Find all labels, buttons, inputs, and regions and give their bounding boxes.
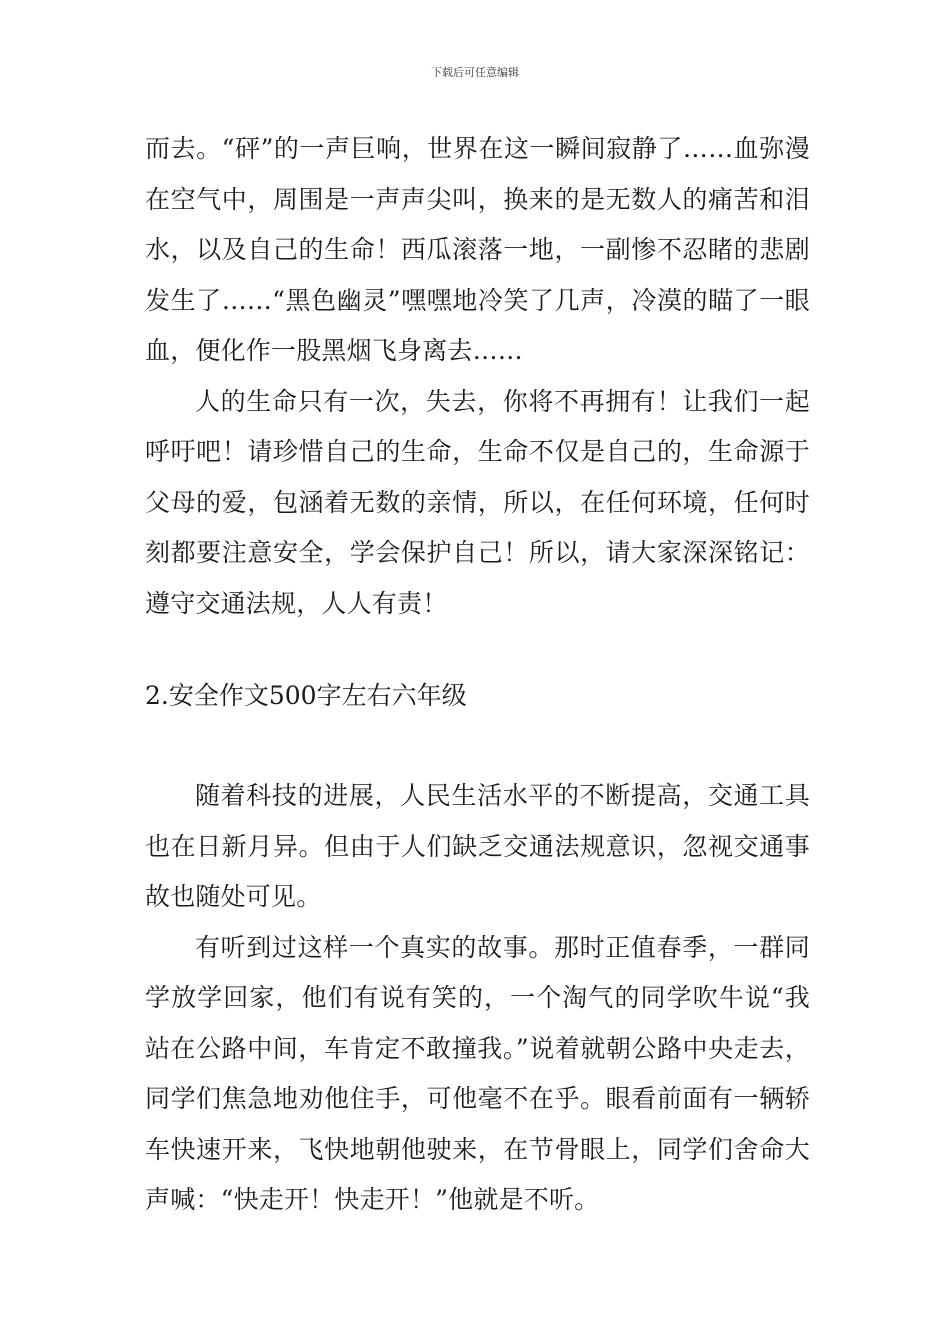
paragraph-story: 有听到过这样一个真实的故事。那时正值春季，一群同学放学回家，他们有说有笑的，一个淘气的同学吹牛说“我站在公路中间，车肯定不敢撞我。”说着就朝公路中央走去，同学们焦急地劝他住手，可他毫不在乎。眼看前面有一辆轿车快速开来，飞快地朝他驶来，在节骨眼上，同学们舍命大声喊：“快走开！快走开！”他就是不听。: [145, 932, 810, 1214]
page-header: 下载后可任意编辑: [431, 66, 519, 79]
paragraph-intro: 随着科技的进展，人民生活水平的不断提高，交通工具也在日新月异。但由于人们缺乏交通法规意识，忽视交通事故也随处可见。: [145, 781, 810, 911]
paragraph-conclusion: 人的生命只有一次，失去，你将不再拥有！让我们一起呼吁吧！请珍惜自己的生命，生命不仅是自己的，生命源于父母的爱，包涵着无数的亲情，所以，在任何环境，任何时刻都要注意安全，学会保护自己！所以，请大家深深铭记：遵守交通法规，人人有责！: [145, 386, 810, 618]
section-spacer: [145, 629, 810, 671]
document-body: [145, 124, 810, 1226]
paragraph-continuation: 而去。“砰”的一声巨响，世界在这一瞬间寂静了……血弥漫在空气中，周围是一声声尖叫，换来的是无数人的痛苦和泪水，以及自己的生命！西瓜滚落一地，一副惨不忍睹的悲剧发生了……“黑色幽灵”嘿嘿地冷笑了几声，冷漠的瞄了一眼血，便化作一股黑烟飞身离去……: [145, 134, 810, 365]
section-spacer: [145, 721, 810, 771]
section-heading: 2.安全作文500字左右六年级: [145, 681, 467, 710]
